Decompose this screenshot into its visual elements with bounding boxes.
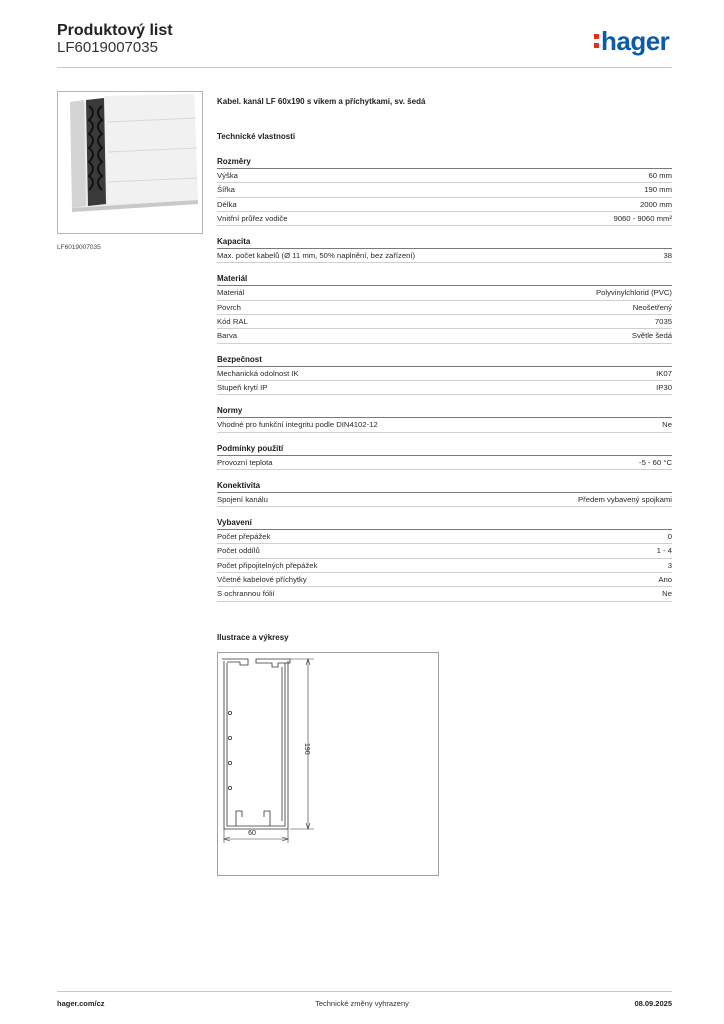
spec-value: Ne bbox=[662, 420, 672, 430]
illustration-heading: Ilustrace a výkresy bbox=[217, 633, 289, 642]
spec-label: Provozní teplota bbox=[217, 457, 273, 467]
logo-text: hager bbox=[601, 26, 670, 56]
spec-row bbox=[217, 169, 672, 183]
spec-label: Počet přepážek bbox=[217, 532, 271, 542]
spec-label: Max. počet kabelů (Ø 11 mm, 50% naplnění, bez zařízení) bbox=[217, 251, 416, 261]
section-title: Normy bbox=[217, 404, 672, 418]
spec-value: Předem vybavený spojkami bbox=[578, 494, 672, 504]
logo-dots-icon bbox=[594, 34, 599, 48]
spec-label: Vhodné pro funkční integritu podle DIN4102-12 bbox=[217, 420, 378, 430]
spec-value: 7035 bbox=[654, 317, 672, 327]
spec-label: Mechanická odolnost IK bbox=[217, 368, 299, 378]
spec-row bbox=[217, 315, 672, 329]
spec-row bbox=[217, 367, 672, 381]
spec-value: Ano bbox=[658, 575, 672, 585]
footer-divider bbox=[57, 991, 672, 992]
spec-section bbox=[217, 353, 672, 396]
spec-row bbox=[217, 530, 672, 544]
spec-section bbox=[217, 516, 672, 601]
spec-value: 2000 mm bbox=[639, 199, 672, 209]
spec-sections bbox=[217, 155, 672, 611]
spec-label: Spojení kanálu bbox=[217, 494, 268, 504]
spec-label: Včetně kabelové příchytky bbox=[217, 575, 307, 585]
spec-row bbox=[217, 493, 672, 507]
spec-section bbox=[217, 404, 672, 432]
spec-label: Barva bbox=[217, 331, 238, 341]
footer-date: 08.09.2025 bbox=[634, 999, 672, 1008]
spec-label: Výška bbox=[217, 171, 238, 180]
spec-value: Ne bbox=[662, 589, 672, 599]
spec-value: 9060 - 9060 mm² bbox=[613, 213, 672, 223]
spec-row bbox=[217, 418, 672, 432]
product-title: Kabel. kanál LF 60x190 s víkem a příchytkami, sv. šedá bbox=[217, 97, 426, 106]
spec-section bbox=[217, 479, 672, 507]
thumbnail-caption: LF6019007035 bbox=[57, 244, 101, 251]
spec-row bbox=[217, 573, 672, 587]
cross-section-drawing bbox=[218, 653, 438, 875]
spec-row bbox=[217, 559, 672, 573]
spec-value: -5 - 60 °C bbox=[639, 457, 672, 467]
spec-label: Vnitřní průřez vodiče bbox=[217, 213, 288, 223]
spec-label: Délka bbox=[217, 199, 237, 209]
spec-value: 0 bbox=[667, 532, 672, 542]
spec-value: 60 mm bbox=[648, 171, 672, 180]
height-dimension-label: 190 bbox=[303, 743, 310, 755]
section-title: Vybavení bbox=[217, 516, 672, 530]
spec-section bbox=[217, 155, 672, 226]
spec-section bbox=[217, 442, 672, 470]
spec-row bbox=[217, 456, 672, 470]
spec-row bbox=[217, 587, 672, 601]
spec-value: 190 mm bbox=[644, 185, 672, 195]
spec-row bbox=[217, 183, 672, 197]
spec-row bbox=[217, 301, 672, 315]
spec-row bbox=[217, 329, 672, 343]
section-title: Materiál bbox=[217, 272, 672, 286]
spec-label: Šířka bbox=[217, 185, 235, 195]
spec-value: Světle šedá bbox=[631, 331, 672, 341]
spec-label: Materiál bbox=[217, 288, 245, 298]
hager-logo[interactable] bbox=[594, 27, 669, 55]
header-divider bbox=[57, 67, 672, 68]
spec-label: S ochrannou fólií bbox=[217, 589, 275, 599]
footer-website-link[interactable]: hager.com/cz bbox=[57, 999, 105, 1008]
spec-row bbox=[217, 198, 672, 212]
spec-row bbox=[217, 212, 672, 226]
width-dimension-label: 60 bbox=[248, 830, 256, 837]
spec-value: Polyvinylchlorid (PVC) bbox=[595, 288, 672, 298]
spec-label: Stupeň krytí IP bbox=[217, 382, 268, 392]
product-code: LF6019007035 bbox=[57, 39, 158, 56]
section-title: Kapacita bbox=[217, 235, 672, 249]
spec-value: 1 - 4 bbox=[656, 546, 672, 556]
spec-value: 3 bbox=[667, 560, 672, 570]
spec-label: Počet připojitelných přepážek bbox=[217, 560, 318, 570]
spec-row bbox=[217, 286, 672, 300]
page-title: Produktový list bbox=[57, 22, 173, 39]
spec-section bbox=[217, 235, 672, 263]
spec-value: IP30 bbox=[656, 382, 672, 392]
spec-label: Kód RAL bbox=[217, 317, 248, 327]
spec-value: Neošetřený bbox=[632, 302, 672, 312]
technical-drawing bbox=[217, 652, 439, 876]
cable-trunking-image bbox=[58, 92, 202, 233]
section-title: Rozměry bbox=[217, 155, 672, 169]
spec-value: IK07 bbox=[656, 368, 672, 378]
product-thumbnail bbox=[57, 91, 203, 234]
section-title: Podmínky použití bbox=[217, 442, 672, 456]
spec-row bbox=[217, 381, 672, 395]
technical-properties-heading: Technické vlastnosti bbox=[217, 132, 296, 141]
spec-section bbox=[217, 272, 672, 343]
spec-row bbox=[217, 249, 672, 263]
spec-label: Počet oddílů bbox=[217, 546, 260, 556]
footer-disclaimer: Technické změny vyhrazeny bbox=[315, 999, 409, 1008]
section-title: Konektivita bbox=[217, 479, 672, 493]
section-title: Bezpečnost bbox=[217, 353, 672, 367]
spec-row bbox=[217, 544, 672, 558]
spec-label: Povrch bbox=[217, 302, 241, 312]
spec-value: 38 bbox=[663, 251, 672, 261]
